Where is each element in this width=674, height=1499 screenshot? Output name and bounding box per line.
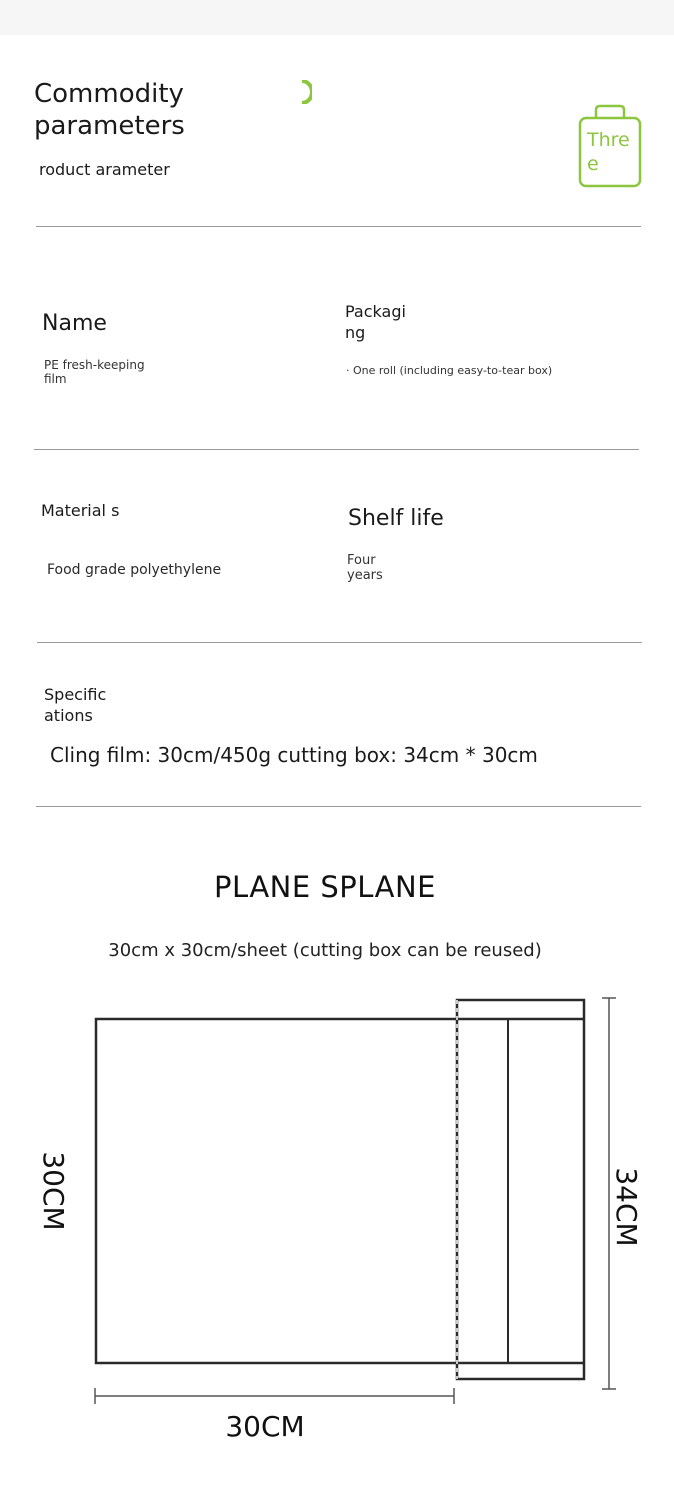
materials-value: Food grade polyethylene (47, 562, 222, 578)
packaging-value: · One roll (including easy-to-tear box) (346, 364, 553, 377)
box-height-label: 34CM (610, 1167, 643, 1247)
page-subtitle: roduct arameter (39, 160, 170, 179)
plane-diagram (0, 990, 674, 1450)
plane-title: PLANE SPLANE (214, 870, 436, 904)
name-value: PE fresh-keeping film (44, 358, 145, 386)
top-bar (0, 0, 674, 35)
green-arc-decoration (300, 80, 312, 104)
shelf-life-label: Shelf life (348, 506, 444, 531)
divider (36, 226, 641, 227)
name-label: Name (42, 311, 107, 336)
packaging-label: Packagi ng (345, 302, 406, 342)
divider (34, 449, 639, 450)
shelf-life-value: Four years (347, 553, 383, 583)
divider (37, 642, 642, 643)
cutting-box (457, 1000, 584, 1379)
badge-label: Thre e (587, 129, 630, 175)
specifications-label: Specific ations (44, 685, 107, 725)
page-title: Commodity parameters (34, 79, 185, 141)
plane-subtitle: 30cm x 30cm/sheet (cutting box can be reused) (108, 940, 542, 961)
specifications-value: Cling film: 30cm/450g cutting box: 34cm * 30cm (50, 743, 538, 767)
height-label: 30CM (37, 1151, 70, 1231)
divider (36, 806, 641, 807)
materials-label: Material s (41, 501, 120, 520)
width-label: 30CM (225, 1410, 305, 1443)
